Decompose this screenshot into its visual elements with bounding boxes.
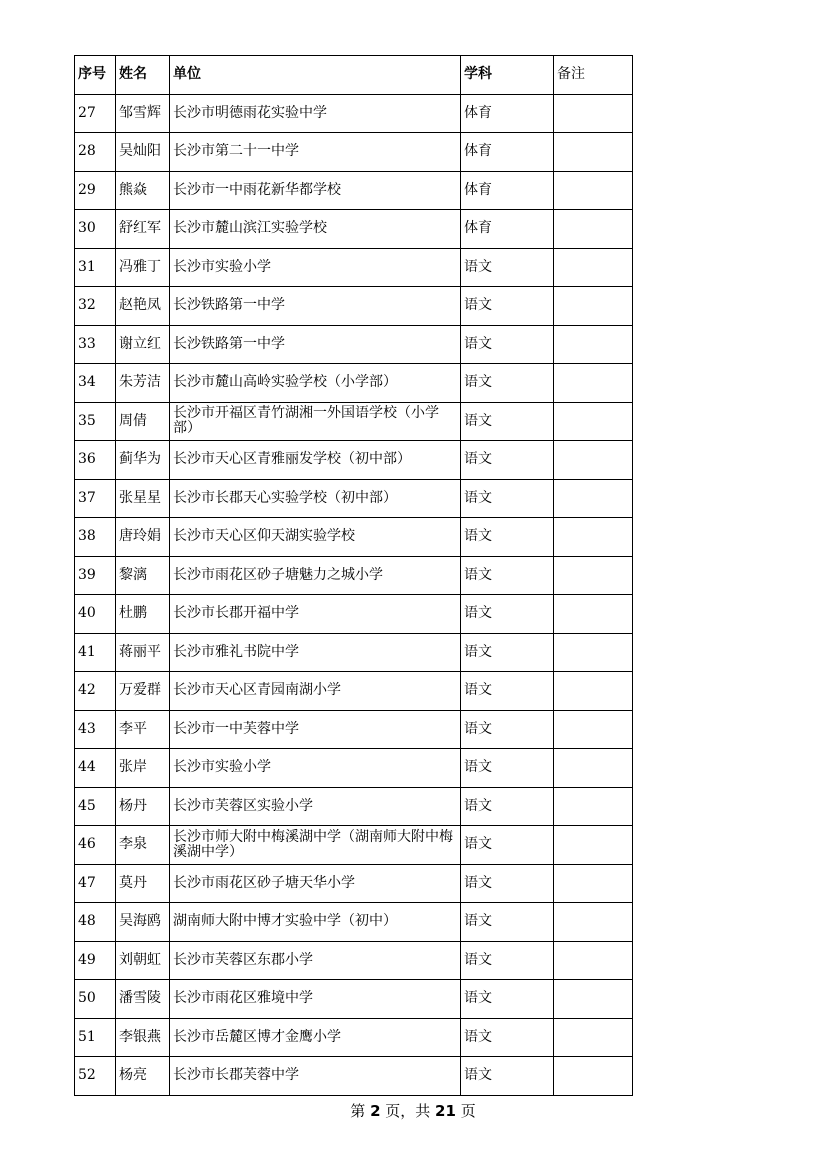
cell-unit: 长沙市开福区青竹湖湘一外国语学校（小学部） <box>170 402 461 441</box>
cell-subject: 语文 <box>461 903 554 942</box>
cell-name: 黎漓 <box>116 556 170 595</box>
cell-subject: 语文 <box>461 364 554 403</box>
table-row <box>75 787 633 826</box>
cell-name: 李平 <box>116 710 170 749</box>
cell-note <box>554 94 633 133</box>
table-row <box>75 479 633 518</box>
table-row <box>75 518 633 557</box>
cell-name: 杨亮 <box>116 1057 170 1096</box>
cell-name: 冯雅丁 <box>116 248 170 287</box>
cell-no: 31 <box>75 248 116 287</box>
cell-no: 41 <box>75 633 116 672</box>
cell-name: 杨丹 <box>116 787 170 826</box>
cell-unit: 长沙铁路第一中学 <box>170 287 461 326</box>
cell-subject: 体育 <box>461 94 554 133</box>
cell-name: 朱芳洁 <box>116 364 170 403</box>
table-row <box>75 826 633 865</box>
cell-subject: 语文 <box>461 710 554 749</box>
cell-subject: 语文 <box>461 479 554 518</box>
table-row <box>75 402 633 441</box>
cell-no: 38 <box>75 518 116 557</box>
cell-no: 34 <box>75 364 116 403</box>
cell-note <box>554 941 633 980</box>
cell-no: 37 <box>75 479 116 518</box>
cell-no: 49 <box>75 941 116 980</box>
cell-no: 39 <box>75 556 116 595</box>
cell-subject: 语文 <box>461 633 554 672</box>
cell-name: 蒋丽平 <box>116 633 170 672</box>
cell-no: 42 <box>75 672 116 711</box>
cell-note <box>554 826 633 865</box>
header-no: 序号 <box>75 56 116 95</box>
cell-subject: 语文 <box>461 287 554 326</box>
table-row <box>75 980 633 1019</box>
cell-note <box>554 903 633 942</box>
cell-no: 50 <box>75 980 116 1019</box>
cell-name: 周倩 <box>116 402 170 441</box>
header-unit: 单位 <box>170 56 461 95</box>
cell-unit: 长沙市雨花区砂子塘天华小学 <box>170 864 461 903</box>
table-row <box>75 171 633 210</box>
table-row <box>75 710 633 749</box>
cell-name: 潘雪陵 <box>116 980 170 1019</box>
table-row <box>75 94 633 133</box>
cell-name: 李泉 <box>116 826 170 865</box>
cell-no: 33 <box>75 325 116 364</box>
cell-note <box>554 518 633 557</box>
cell-name: 谢立红 <box>116 325 170 364</box>
cell-subject: 语文 <box>461 441 554 480</box>
cell-no: 45 <box>75 787 116 826</box>
cell-unit: 长沙市长郡开福中学 <box>170 595 461 634</box>
cell-subject: 语文 <box>461 325 554 364</box>
cell-note <box>554 248 633 287</box>
cell-note <box>554 133 633 172</box>
cell-name: 吴海鸥 <box>116 903 170 942</box>
footer-prefix: 第 <box>350 1102 371 1120</box>
cell-note <box>554 710 633 749</box>
cell-subject: 语文 <box>461 248 554 287</box>
cell-subject: 语文 <box>461 787 554 826</box>
table-row <box>75 364 633 403</box>
cell-subject: 语文 <box>461 518 554 557</box>
cell-name: 唐玲娟 <box>116 518 170 557</box>
cell-no: 28 <box>75 133 116 172</box>
table-row <box>75 1057 633 1096</box>
cell-unit: 长沙市长郡天心实验学校（初中部） <box>170 479 461 518</box>
table-row <box>75 556 633 595</box>
cell-no: 43 <box>75 710 116 749</box>
roster-table <box>74 55 633 1096</box>
table-row <box>75 210 633 249</box>
cell-unit: 长沙市岳麓区博才金鹰小学 <box>170 1018 461 1057</box>
cell-unit: 长沙市一中雨花新华都学校 <box>170 171 461 210</box>
cell-unit: 长沙铁路第一中学 <box>170 325 461 364</box>
header-row <box>75 56 633 95</box>
table-row <box>75 633 633 672</box>
cell-no: 47 <box>75 864 116 903</box>
cell-note <box>554 980 633 1019</box>
cell-note <box>554 1057 633 1096</box>
cell-no: 35 <box>75 402 116 441</box>
page-footer <box>0 1100 826 1121</box>
cell-name: 万爱群 <box>116 672 170 711</box>
cell-no: 32 <box>75 287 116 326</box>
table-row <box>75 325 633 364</box>
cell-note <box>554 441 633 480</box>
cell-unit: 长沙市芙蓉区东郡小学 <box>170 941 461 980</box>
cell-name: 赵艳凤 <box>116 287 170 326</box>
cell-unit: 长沙市实验小学 <box>170 248 461 287</box>
table-row <box>75 595 633 634</box>
cell-unit: 长沙市雨花区砂子塘魅力之城小学 <box>170 556 461 595</box>
cell-unit: 长沙市麓山高岭实验学校（小学部） <box>170 364 461 403</box>
cell-name: 蓟华为 <box>116 441 170 480</box>
cell-unit: 长沙市师大附中梅溪湖中学（湖南师大附中梅溪湖中学） <box>170 826 461 865</box>
cell-name: 邹雪辉 <box>116 94 170 133</box>
cell-unit: 长沙市长郡芙蓉中学 <box>170 1057 461 1096</box>
header-name: 姓名 <box>116 56 170 95</box>
cell-name: 杜鹏 <box>116 595 170 634</box>
cell-note <box>554 287 633 326</box>
footer-suffix: 页 <box>455 1102 476 1120</box>
cell-subject: 语文 <box>461 1057 554 1096</box>
cell-note <box>554 556 633 595</box>
cell-unit: 长沙市雅礼书院中学 <box>170 633 461 672</box>
cell-name: 吴灿阳 <box>116 133 170 172</box>
cell-name: 刘朝虹 <box>116 941 170 980</box>
cell-no: 29 <box>75 171 116 210</box>
cell-no: 40 <box>75 595 116 634</box>
cell-unit: 湖南师大附中博才实验中学（初中） <box>170 903 461 942</box>
cell-subject: 体育 <box>461 210 554 249</box>
cell-subject: 语文 <box>461 749 554 788</box>
table-row <box>75 749 633 788</box>
cell-subject: 语文 <box>461 826 554 865</box>
footer-total-pages: 21 <box>435 1102 456 1120</box>
cell-subject: 语文 <box>461 556 554 595</box>
table-row <box>75 672 633 711</box>
footer-middle: 页，共 <box>380 1102 436 1120</box>
table-row <box>75 133 633 172</box>
cell-name: 张星星 <box>116 479 170 518</box>
cell-no: 44 <box>75 749 116 788</box>
cell-note <box>554 479 633 518</box>
cell-name: 张岸 <box>116 749 170 788</box>
footer-current-page: 2 <box>370 1102 381 1120</box>
cell-note <box>554 402 633 441</box>
cell-note <box>554 749 633 788</box>
table-row <box>75 248 633 287</box>
cell-unit: 长沙市麓山滨江实验学校 <box>170 210 461 249</box>
cell-subject: 体育 <box>461 133 554 172</box>
cell-subject: 语文 <box>461 980 554 1019</box>
cell-note <box>554 171 633 210</box>
cell-unit: 长沙市第二十一中学 <box>170 133 461 172</box>
header-note: 备注 <box>554 56 633 95</box>
cell-note <box>554 210 633 249</box>
cell-note <box>554 672 633 711</box>
cell-subject: 语文 <box>461 672 554 711</box>
cell-unit: 长沙市天心区仰天湖实验学校 <box>170 518 461 557</box>
cell-unit: 长沙市天心区青园南湖小学 <box>170 672 461 711</box>
table-row <box>75 903 633 942</box>
table-row <box>75 441 633 480</box>
cell-subject: 语文 <box>461 595 554 634</box>
cell-note <box>554 864 633 903</box>
cell-no: 27 <box>75 94 116 133</box>
cell-unit: 长沙市芙蓉区实验小学 <box>170 787 461 826</box>
cell-note <box>554 364 633 403</box>
cell-no: 36 <box>75 441 116 480</box>
cell-name: 舒红军 <box>116 210 170 249</box>
cell-note <box>554 787 633 826</box>
header-subject: 学科 <box>461 56 554 95</box>
cell-subject: 语文 <box>461 1018 554 1057</box>
cell-note <box>554 325 633 364</box>
cell-note <box>554 1018 633 1057</box>
table-row <box>75 864 633 903</box>
table-row <box>75 941 633 980</box>
cell-no: 46 <box>75 826 116 865</box>
cell-subject: 语文 <box>461 941 554 980</box>
cell-name: 莫丹 <box>116 864 170 903</box>
cell-unit: 长沙市实验小学 <box>170 749 461 788</box>
cell-no: 51 <box>75 1018 116 1057</box>
cell-subject: 语文 <box>461 864 554 903</box>
cell-note <box>554 633 633 672</box>
cell-unit: 长沙市一中芙蓉中学 <box>170 710 461 749</box>
cell-note <box>554 595 633 634</box>
cell-no: 52 <box>75 1057 116 1096</box>
cell-unit: 长沙市天心区青雅丽发学校（初中部） <box>170 441 461 480</box>
cell-unit: 长沙市雨花区雅境中学 <box>170 980 461 1019</box>
table-row <box>75 287 633 326</box>
cell-subject: 语文 <box>461 402 554 441</box>
table-row <box>75 1018 633 1057</box>
cell-subject: 体育 <box>461 171 554 210</box>
cell-no: 30 <box>75 210 116 249</box>
cell-unit: 长沙市明德雨花实验中学 <box>170 94 461 133</box>
cell-name: 李银燕 <box>116 1018 170 1057</box>
cell-no: 48 <box>75 903 116 942</box>
cell-name: 熊焱 <box>116 171 170 210</box>
